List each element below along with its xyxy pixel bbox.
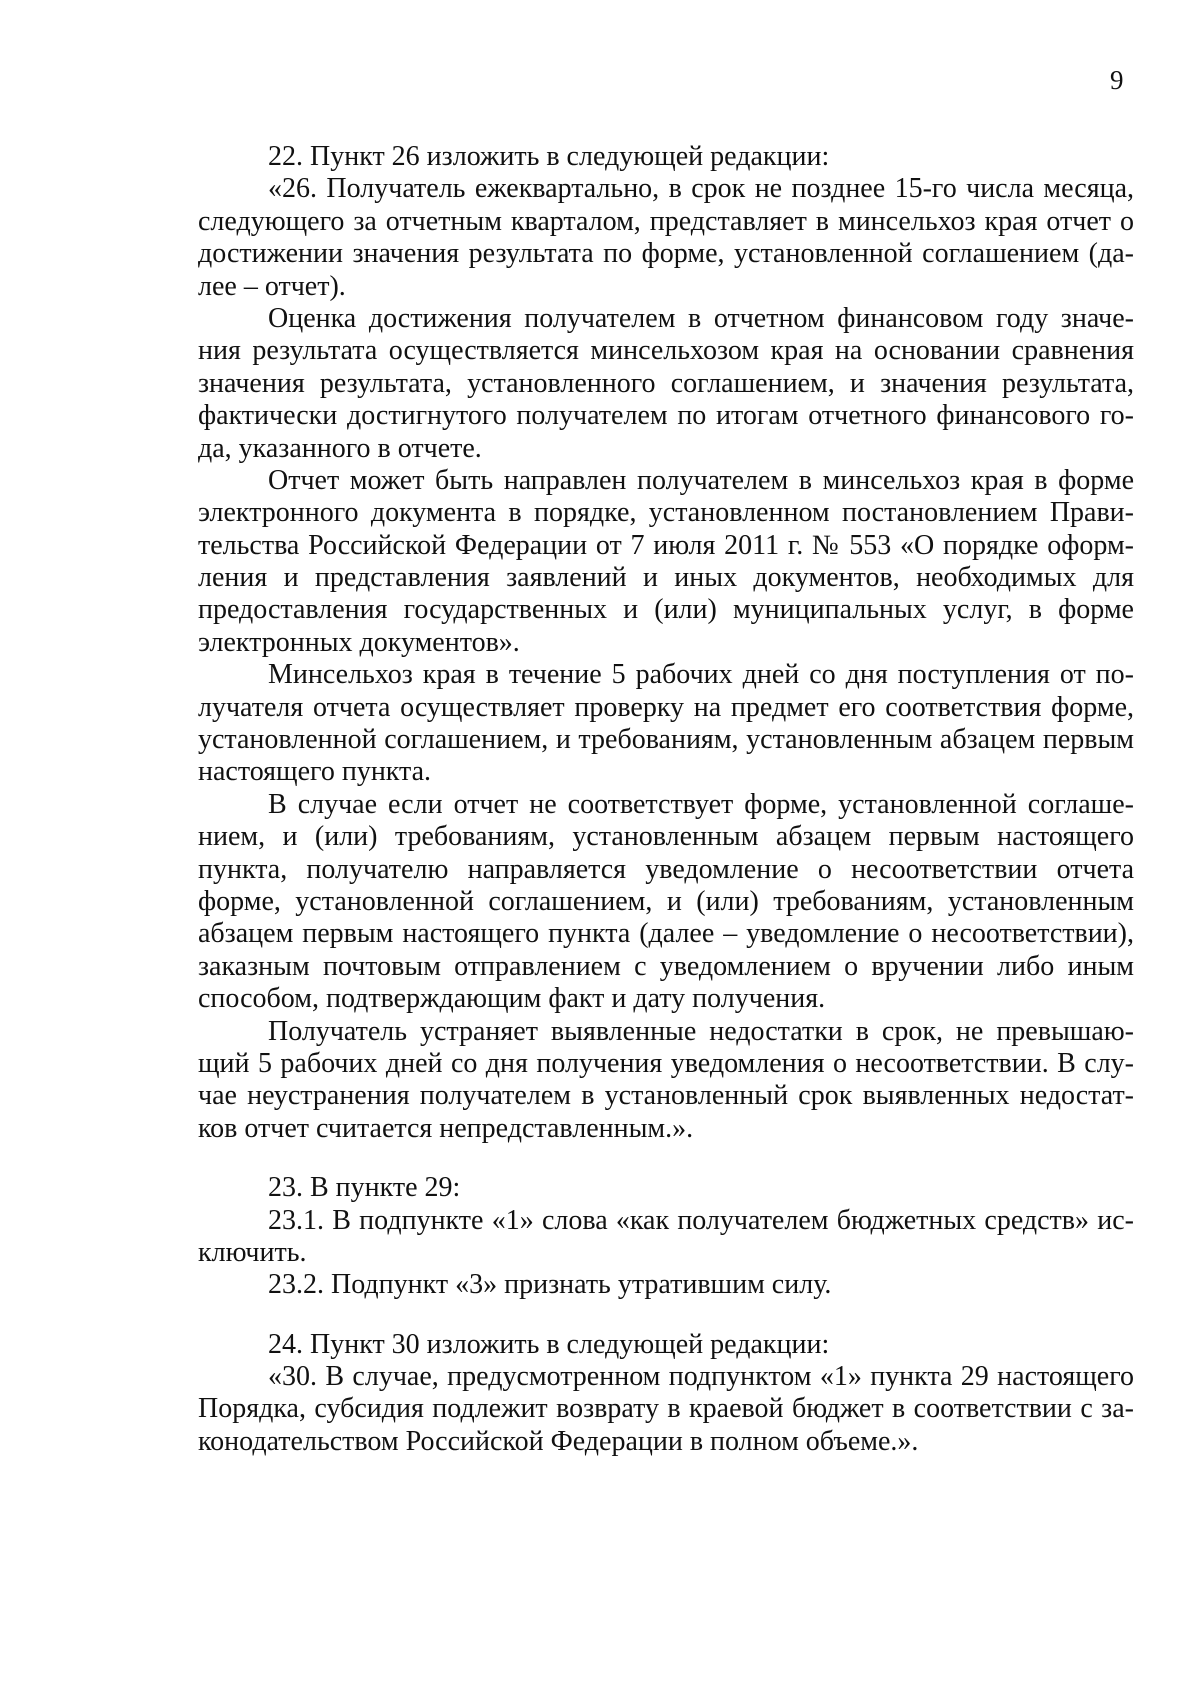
text-line: следующего за отчетным кварталом, представляет в минсельхоз края отчет о <box>198 205 1134 237</box>
text-line: 22. Пункт 26 изложить в следующей редакции: <box>268 141 830 172</box>
text-line: Оценка достижения получателем в отчетном финансовом году значе- <box>268 302 1134 334</box>
text-line: установленной соглашением, и требованиям, установленным абзацем первым <box>198 724 1134 756</box>
text-line: достижении значения результата по форме, установленной соглашением (да- <box>198 238 1134 270</box>
text-line: электронных документов». <box>198 626 520 658</box>
text-line: фактически достигнутого получателем по итогам отчетного финансового го- <box>198 400 1134 432</box>
document-body <box>198 141 1134 1458</box>
text-line: 23.2. Подпункт «3» признать утратившим силу. <box>268 1269 832 1301</box>
text-line: лучателя отчета осуществляет проверку на предмет его соответствия форме, <box>198 691 1134 723</box>
text-line: «26. Получатель ежеквартально, в срок не позднее 15-го числа месяца, <box>268 173 1134 205</box>
section-gap <box>198 1145 1134 1172</box>
text-line: В случае если отчет не соответствует форме, установленной соглаше- <box>268 788 1134 820</box>
text-line: Порядка, субсидия подлежит возврату в краевой бюджет в соответствии с за- <box>198 1393 1134 1425</box>
text-line: ключить. <box>198 1236 307 1268</box>
text-line: ков отчет считается непредставленным.». <box>198 1112 694 1144</box>
text-line: электронного документа в порядке, установленном постановлением Прави- <box>198 497 1134 529</box>
text-line: заказным почтовым отправлением с уведомлением о вручении либо иным <box>198 950 1134 982</box>
page-number: 9 <box>1110 65 1124 95</box>
text-line: настоящего пункта. <box>198 756 432 788</box>
text-line: абзацем первым настоящего пункта (далее – уведомление о несоответствии), <box>198 918 1134 950</box>
text-line: чае неустранения получателем в установленный срок выявленных недостат- <box>198 1080 1134 1112</box>
text-line: предоставления государственных и (или) муниципальных услуг, в форме <box>198 594 1134 626</box>
text-line: 23.1. В подпункте «1» слова «как получателем бюджетных средств» ис- <box>268 1204 1134 1236</box>
text-line: Получатель устраняет выявленные недостатки в срок, не превышаю- <box>268 1015 1134 1047</box>
text-line: значения результата, установленного соглашением, и значения результата, <box>198 367 1134 399</box>
text-line: 24. Пункт 30 изложить в следующей редакции: <box>268 1328 830 1360</box>
text-line: нием, и (или) требованиям, установленным абзацем первым настоящего <box>198 821 1134 853</box>
text-line: ления и представления заявлений и иных документов, необходимых для <box>198 562 1134 594</box>
text-line: Отчет может быть направлен получателем в минсельхоз края в форме <box>268 464 1134 496</box>
text-line: конодательством Российской Федерации в полном объеме.». <box>198 1425 919 1457</box>
text-line: «30. В случае, предусмотренном подпунктом «1» пункта 29 настоящего <box>268 1361 1134 1393</box>
text-line: Минсельхоз края в течение 5 рабочих дней со дня поступления от по- <box>268 659 1134 691</box>
text-line: да, указанного в отчете. <box>198 432 482 464</box>
text-line: щий 5 рабочих дней со дня получения уведомления о несоответствии. В слу- <box>198 1047 1134 1079</box>
text-line: 23. В пункте 29: <box>268 1172 461 1204</box>
text-line: лее – отчет). <box>198 270 346 302</box>
text-line: пункта, получателю направляется уведомление о несоответствии отчета <box>198 853 1134 885</box>
section-gap <box>198 1302 1134 1329</box>
text-line: тельства Российской Федерации от 7 июля 2011 г. № 553 «О порядке оформ- <box>198 529 1134 561</box>
text-line: форме, установленной соглашением, и (или) требованиям, установленным <box>198 885 1134 917</box>
text-line: способом, подтверждающим факт и дату получения. <box>198 983 826 1015</box>
text-line: ния результата осуществляется минсельхозом края на основании сравнения <box>198 335 1134 367</box>
